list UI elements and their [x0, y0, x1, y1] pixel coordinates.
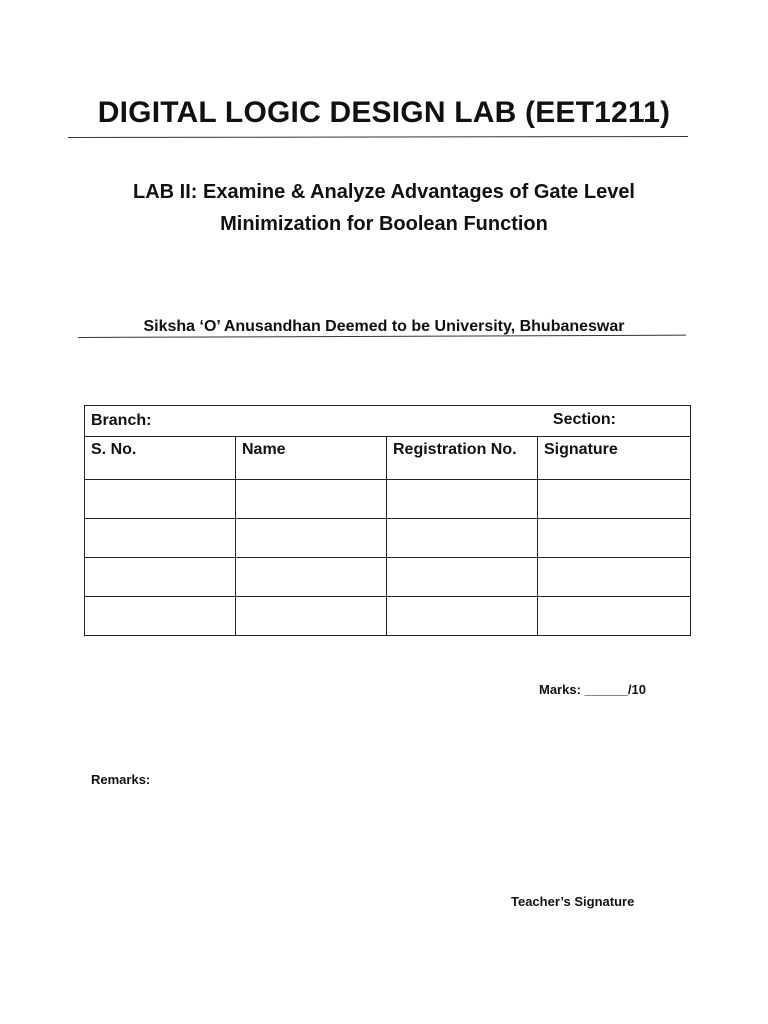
- cell-registration[interactable]: [387, 519, 538, 558]
- university-name: Siksha ‘O’ Anusandhan Deemed to be University, Bhubaneswar: [143, 318, 625, 335]
- marks-field: Marks: ______/10: [539, 682, 646, 697]
- branch-section-cell: [85, 406, 691, 437]
- cell-sno[interactable]: [85, 519, 236, 558]
- table-row: [85, 480, 691, 519]
- table-row: [85, 597, 691, 636]
- remarks-label: Remarks:: [91, 772, 151, 787]
- lab-title-line-2: Minimization for Boolean Function: [220, 213, 548, 235]
- column-header-signature: Signature: [538, 437, 691, 480]
- cell-name[interactable]: [236, 597, 387, 636]
- table-row: [85, 519, 691, 558]
- course-title: DIGITAL LOGIC DESIGN LAB (EET1211): [97, 96, 671, 129]
- section-label: Section:: [552, 411, 617, 428]
- cell-sno[interactable]: [85, 558, 236, 597]
- teacher-signature-label: Teacher’s Signature: [511, 894, 635, 909]
- cell-sno[interactable]: [85, 597, 236, 636]
- cell-name[interactable]: [236, 558, 387, 597]
- column-header-sno: S. No.: [85, 437, 236, 480]
- branch-section-row: [85, 406, 691, 437]
- cell-registration[interactable]: [387, 558, 538, 597]
- cell-signature[interactable]: [538, 519, 691, 558]
- cell-registration[interactable]: [387, 597, 538, 636]
- cell-signature[interactable]: [538, 558, 691, 597]
- table-header-row: [85, 437, 691, 480]
- table-row: [85, 558, 691, 597]
- cell-sno[interactable]: [85, 480, 236, 519]
- cell-signature[interactable]: [538, 480, 691, 519]
- cell-name[interactable]: [236, 480, 387, 519]
- column-header-registration: Registration No.: [387, 437, 538, 480]
- cell-signature[interactable]: [538, 597, 691, 636]
- column-header-name: Name: [236, 437, 387, 480]
- title-underline: [68, 136, 688, 138]
- cell-registration[interactable]: [387, 480, 538, 519]
- student-details-table: [84, 405, 691, 636]
- lab-title-line-1: LAB II: Examine & Analyze Advantages of Gate Level: [133, 181, 635, 203]
- cell-name[interactable]: [236, 519, 387, 558]
- branch-label: Branch:: [91, 412, 152, 429]
